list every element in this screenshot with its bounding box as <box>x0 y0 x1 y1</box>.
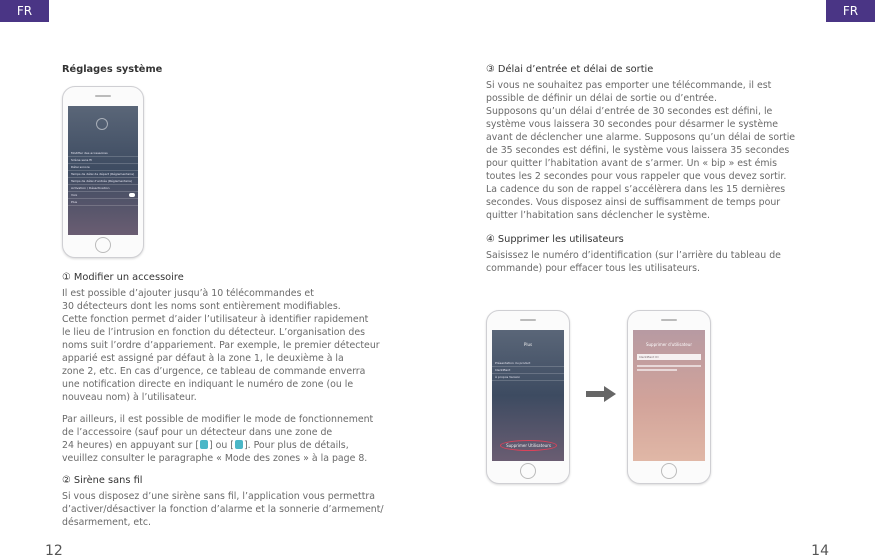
phone-speaker <box>520 319 536 321</box>
more-row[interactable]: À propos Version <box>492 374 564 381</box>
phone-speaker <box>95 95 111 97</box>
settings-row[interactable]: Modifier des accessoires <box>68 150 138 157</box>
settings-row[interactable]: Plus <box>68 199 138 206</box>
phone-screen <box>492 330 564 461</box>
phone-speaker <box>661 319 677 321</box>
paragraph-line: de l’accessoire (sauf pour un détecteur dans une zone de <box>62 427 333 438</box>
section-heading: ① Modifier un accessoire <box>62 272 184 283</box>
phone-screen <box>68 106 138 235</box>
settings-row-voice[interactable] <box>68 192 138 199</box>
settings-row[interactable]: Temps de délai d'entrée (Réglementaire) <box>68 178 138 185</box>
zone-mode-icon-a <box>200 440 208 449</box>
paragraph-line: apparié est assigné par défaut à la zone 1, le deuxième à la <box>62 353 344 364</box>
phone-screen <box>633 330 705 461</box>
phone-mockup-delete-user <box>627 310 711 484</box>
arrow-right-icon <box>586 386 616 402</box>
delete-users-button[interactable]: Supprimer Utilisateurs <box>500 440 557 451</box>
paragraph-line: 24 heures) en appuyant sur [ ] ou [ ]. Pour plus de détails, <box>62 440 349 451</box>
section-heading: ③ Délai d’entrée et délai de sortie <box>486 64 654 75</box>
left-column <box>62 63 402 79</box>
settings-logo-icon <box>96 118 108 130</box>
screen-title: Plus <box>523 342 533 347</box>
settings-row[interactable]: Délai sonore <box>68 164 138 171</box>
page-number-left: 12 <box>45 543 63 559</box>
section-heading: ② Sirène sans fil <box>62 475 143 486</box>
paragraph-line: toutes les 2 secondes pour vous rappeler que vous devez sortir. <box>486 171 787 182</box>
page-number-right: 14 <box>811 543 829 559</box>
paragraph-line: avant de déclencher une alarme. Supposons qu’un délai de sortie <box>486 132 796 143</box>
paragraph-line: d’activer/désactiver la fonction d’alarme et la sonnerie d’armement/ <box>62 504 384 515</box>
section-modify-accessory <box>62 271 402 529</box>
paragraph-line: désarmement, etc. <box>62 517 151 528</box>
paragraph-line: Supposons qu’un délai d’entrée de 30 secondes est défini, le <box>486 106 773 117</box>
section-title: Réglages système <box>62 64 163 75</box>
phone-mockup-settings <box>62 86 144 258</box>
phone-mockup-more <box>486 310 570 484</box>
paragraph-line: La cadence du son de rappel s’accélèrera dans les 15 dernières <box>486 184 786 195</box>
settings-row[interactable]: Sirène sans fil <box>68 157 138 164</box>
id-input[interactable]: Identifiant ID <box>637 354 701 360</box>
right-column <box>486 63 826 275</box>
paragraph-line: commande) pour effacer tous les utilisateurs. <box>486 263 701 274</box>
voice-toggle[interactable] <box>129 193 135 197</box>
language-tab-left: FR <box>0 0 49 22</box>
screen-title: Supprimer d'utilisateur <box>645 342 692 347</box>
zone-mode-icon-b <box>235 440 243 449</box>
paragraph-line: secondes. Vous disposez ainsi de suffisamment de temps pour <box>486 197 781 208</box>
home-button <box>520 463 536 479</box>
more-row[interactable]: Identifiant <box>492 367 564 374</box>
settings-row-label: Voix <box>71 193 78 197</box>
more-row[interactable]: Présentation du produit <box>492 360 564 367</box>
paragraph-line: Il est possible d’ajouter jusqu’à 10 télécommandes et <box>62 288 314 299</box>
paragraph-line: de 35 secondes est défini, le système vous laissera 35 secondes <box>486 145 790 156</box>
section-heading: ④ Supprimer les utilisateurs <box>486 234 624 245</box>
paragraph-line: Cette fonction permet d’aider l’utilisateur à identifier rapidement <box>62 314 369 325</box>
paragraph-line: Si vous disposez d’une sirène sans fil, l’application vous permettra <box>62 491 375 502</box>
paragraph-line: veuillez consulter le paragraphe « Mode des zones » à la page 8. <box>62 453 368 464</box>
paragraph-line: noms suit l’ordre d’appariement. Par exemple, le premier détecteur <box>62 340 380 351</box>
paragraph-line: Par ailleurs, il est possible de modifier le mode de fonctionnement <box>62 414 374 425</box>
home-button <box>661 463 677 479</box>
paragraph-line: nouveau nom) à l’utilisateur. <box>62 392 197 403</box>
paragraph-line: une notification directe en indiquant le numéro de zone (ou le <box>62 379 354 390</box>
paragraph-line: possible de définir un délai de sortie ou d’entrée. <box>486 93 717 104</box>
paragraph-line: pour quitter l’habitation avant de s’armer. Un « bip » est émis <box>486 158 777 169</box>
settings-row[interactable]: Activation / Désactivation <box>68 185 138 192</box>
paragraph-line: quitter l’habitation sans déclencher le système. <box>486 210 710 221</box>
home-button <box>95 237 111 253</box>
paragraph-line: Saisissez le numéro d’identification (sur l’arrière du tableau de <box>486 250 781 261</box>
language-tab-right: FR <box>826 0 875 22</box>
paragraph-line: 30 détecteurs dont les noms sont entièrement modifiables. <box>62 301 341 312</box>
paragraph-line: zone 2, etc. En cas d’urgence, ce tableau de commande enverra <box>62 366 366 377</box>
paragraph-line: système vous laissera 30 secondes pour désarmer le système <box>486 119 779 130</box>
settings-row[interactable]: Temps de délai de départ (Réglementaire) <box>68 171 138 178</box>
paragraph-line: le lieu de l’intrusion en fonction du détecteur. L’organisation des <box>62 327 366 338</box>
paragraph-line: Si vous ne souhaitez pas emporter une télécommande, il est <box>486 80 772 91</box>
